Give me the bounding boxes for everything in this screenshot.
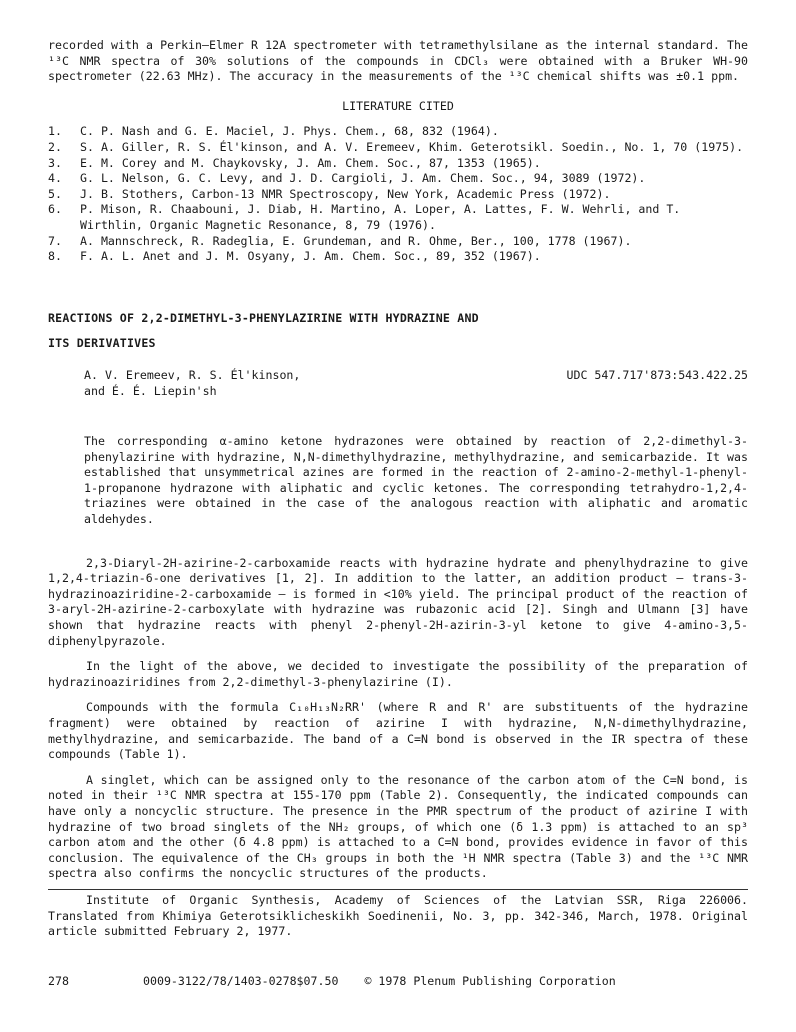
reference-number: 2. xyxy=(48,139,62,154)
literature-cited-heading: LITERATURE CITED xyxy=(342,98,454,113)
reference-list xyxy=(48,124,748,264)
reference-number: 3. xyxy=(48,155,62,170)
reference-item xyxy=(48,156,748,172)
article-title-line-2: ITS DERIVATIVES xyxy=(48,336,156,351)
reference-number: 4. xyxy=(48,171,62,186)
intro-paragraph: recorded with a Perkin–Elmer R 12A spectrometer with tetramethylsilane as the internal standard. The ¹³C NMR spectra of 30% solutions of the compounds in CDCl₃ were obtained with a Bruker WH-90 spectrometer (22.63 MHz). The accuracy in the measurements of the ¹³C chemical shifts was ±0.1 ppm. xyxy=(48,38,748,84)
body-paragraph: Compounds with the formula C₁₀H₁₃N₂RR' (where R and R' are substituents of the hydrazine fragment) were obtained by reaction of azirine I with hydrazine, N,N-dimethylhydrazine, methylhydrazine, and semicarbazide. The band of a C=N bond is observed in the IR spectra of these compounds (Table 1). xyxy=(48,700,748,762)
footnote-divider xyxy=(48,889,748,890)
reference-number: 7. xyxy=(48,233,62,248)
affiliation-footnote: Institute of Organic Synthesis, Academy of Sciences of the Latvian SSR, Riga 226006. Translated from Khimiya Geterotsiklicheskikh Soedinenii, No. 3, pp. 342-346, March, 1978. Original article submitted February 2, 1977. xyxy=(48,892,748,939)
author-block xyxy=(48,368,748,399)
page-number: 278 xyxy=(48,973,69,988)
reference-item xyxy=(48,249,748,265)
reference-text: J. B. Stothers, Carbon-13 NMR Spectroscopy, New York, Academic Press (1972). xyxy=(80,186,611,201)
body-paragraph: A singlet, which can be assigned only to the resonance of the carbon atom of the C=N bond, is noted in their ¹³C NMR spectra at 155-170 ppm (Table 2). Consequently, the indicated compounds can have only a noncyclic structure. The presence in the PMR spectrum of the product of azirine I with hydrazine of two broad singlets of the NH₂ groups, of which one (δ 1.3 ppm) is attached to an sp³ carbon atom and the other (δ 4.8 ppm) is attached to a C=N bond, provides evidence in favor of this conclusion. The equivalence of the CH₃ groups in both the ¹H NMR spectra (Table 3) and the ¹³C NMR spectra also confirms the noncyclic structures of the products. xyxy=(48,772,748,881)
reference-number: 1. xyxy=(48,124,62,139)
issn-code: 0009-3122/78/1403-0278$07.50 xyxy=(143,973,339,988)
reference-text: E. M. Corey and M. Chaykovsky, J. Am. Chem. Soc., 87, 1353 (1965). xyxy=(80,155,541,170)
page-footer xyxy=(48,974,748,990)
reference-item xyxy=(48,202,748,233)
reference-text: C. P. Nash and G. E. Maciel, J. Phys. Chem., 68, 832 (1964). xyxy=(80,124,499,139)
abstract: The corresponding α-amino ketone hydrazones were obtained by reaction of 2,2-dimethyl-3-phenylazirine with hydrazine, N,N-dimethylhydrazine, methylhydrazine, and semicarbazide. It was established that unsymmetrical azines are formed in the reaction of 2-amino-2-methyl-1-phenyl-1-propanone hydrazone with aliphatic and cyclic ketones. The corresponding tetrahydro-1,2,4-triazines were obtained in the case of the analogous reaction with aliphatic and aromatic aldehydes. xyxy=(84,434,748,527)
reference-item xyxy=(48,124,748,140)
reference-text: A. Mannschreck, R. Radeglia, E. Grundeman, and R. Ohme, Ber., 100, 1778 (1967). xyxy=(80,233,632,248)
authors-line-2: and É. É. Liepin'sh xyxy=(84,383,217,398)
body-paragraph: 2,3-Diaryl-2H-azirine-2-carboxamide reacts with hydrazine hydrate and phenylhydrazine to give 1,2,4-triazin-6-one derivatives [1, 2]. In addition to the latter, an addition product — trans-3-hydrazinoaziridine-2-carboxamide — is formed in <10% yield. The principal product of the reaction of 3-aryl-2H-azirine-2-carboxylate with hydrazine was rubazonic acid [2]. Singh and Ulmann [3] have shown that hydrazine reacts with phenyl 2-phenyl-2H-azirin-3-yl ketone to give 4-amino-3,5-diphenylpyrazole. xyxy=(48,555,748,648)
reference-item xyxy=(48,171,748,187)
reference-number: 5. xyxy=(48,186,62,201)
reference-number: 8. xyxy=(48,249,62,264)
reference-text: P. Mison, R. Chaabouni, J. Diab, H. Martino, A. Loper, A. Lattes, F. W. Wehrli, and T. Wirthlin, Organic Magnetic Resonance, 8, 79 (1976). xyxy=(80,202,681,232)
author-names xyxy=(84,368,300,399)
reference-item xyxy=(48,140,748,156)
reference-text: S. A. Giller, R. S. Él'kinson, and A. V. Eremeev, Khim. Geterotsikl. Soedin., No. 1, 70 (1975). xyxy=(80,139,744,154)
reference-number: 6. xyxy=(48,202,62,217)
udc-code: UDC 547.717'873:543.422.25 xyxy=(566,367,748,382)
authors-line-1: A. V. Eremeev, R. S. Él'kinson, xyxy=(84,367,301,382)
body-paragraph: In the light of the above, we decided to investigate the possibility of the preparation of hydrazinoaziridines from 2,2-dimethyl-3-phenylazirine (I). xyxy=(48,659,748,689)
reference-text: G. L. Nelson, G. C. Levy, and J. D. Cargioli, J. Am. Chem. Soc., 94, 3089 (1972). xyxy=(80,171,646,186)
reference-item xyxy=(48,187,748,203)
page-content xyxy=(48,38,748,989)
reference-text: F. A. L. Anet and J. M. Osyany, J. Am. Chem. Soc., 89, 352 (1967). xyxy=(80,249,541,264)
copyright-notice: © 1978 Plenum Publishing Corporation xyxy=(364,973,616,988)
reference-item xyxy=(48,234,748,250)
article-title-line-1: REACTIONS OF 2,2-DIMETHYL-3-PHENYLAZIRINE WITH HYDRAZINE AND xyxy=(48,310,479,325)
